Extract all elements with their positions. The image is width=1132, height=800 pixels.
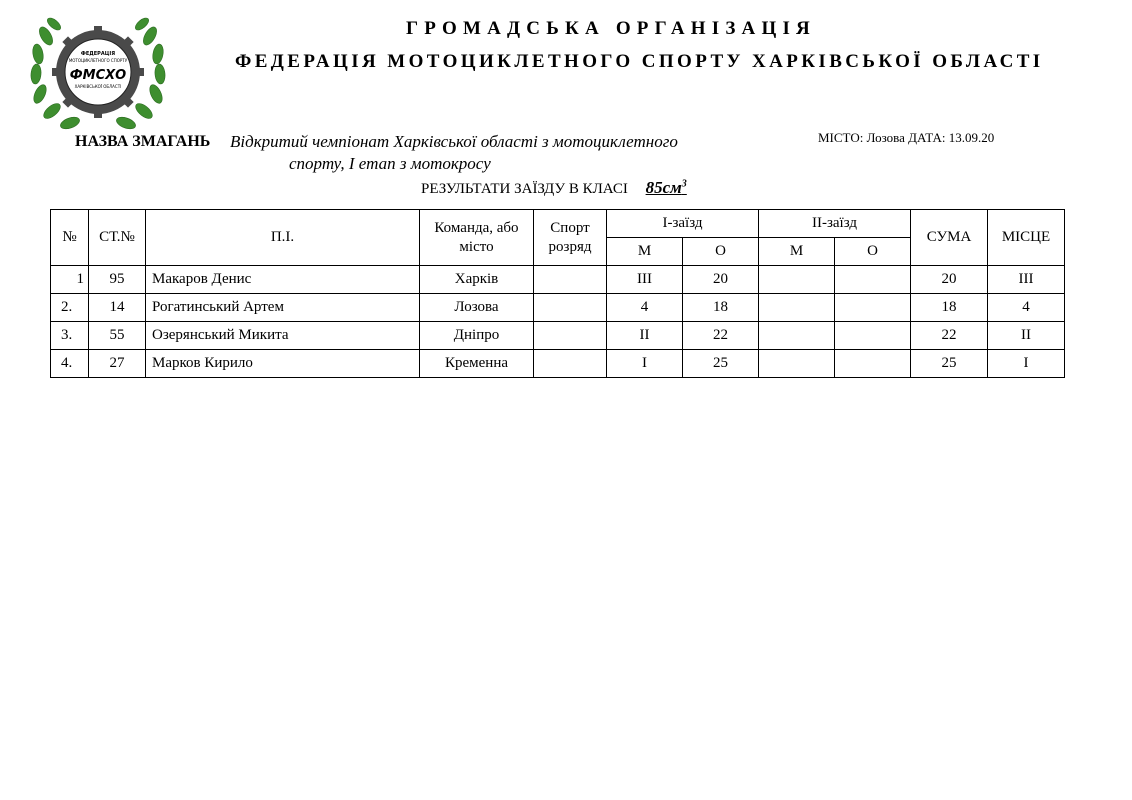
class-label: РЕЗУЛЬТАТИ ЗАЇЗДУ В КЛАСІ xyxy=(421,181,628,197)
cell-race-2-m xyxy=(759,294,835,322)
cell-name: Марков Кирило xyxy=(146,350,420,378)
org-title: ГРОМАДСЬКА ОРГАНІЗАЦІЯ xyxy=(406,18,816,39)
cell-no: 3. xyxy=(51,322,89,350)
results-table xyxy=(50,209,1065,378)
cell-place: I xyxy=(988,350,1065,378)
competition-name-line-2: спорту, І етап з мотокросу xyxy=(289,154,491,173)
cell-place: 4 xyxy=(988,294,1065,322)
header-rank: Спорт розряд xyxy=(534,210,607,266)
cell-no: 4. xyxy=(51,350,89,378)
cell-no: 2. xyxy=(51,294,89,322)
header-race-2: ІІ-заїзд xyxy=(759,210,911,238)
cell-race-1-m: III xyxy=(607,266,683,294)
cell-race-2-o xyxy=(835,266,911,294)
class-line xyxy=(421,178,687,198)
cell-start-no: 27 xyxy=(89,350,146,378)
svg-text:МОТОЦИКЛЕТНОГО СПОРТУ: МОТОЦИКЛЕТНОГО СПОРТУ xyxy=(68,58,128,63)
cell-race-2-m xyxy=(759,350,835,378)
city-date: МІСТО: Лозова ДАТА: 13.09.20 xyxy=(818,130,995,145)
federation-title: ФЕДЕРАЦІЯ МОТОЦИКЛЕТНОГО СПОРТУ ХАРКІВСЬКОЇ ОБЛАСТІ xyxy=(235,51,1044,72)
table-row xyxy=(51,350,1065,378)
svg-text:ФЕДЕРАЦІЯ: ФЕДЕРАЦІЯ xyxy=(80,51,116,57)
cell-place: III xyxy=(988,266,1065,294)
cell-rank xyxy=(534,350,607,378)
cell-name: Рогатинський Артем xyxy=(146,294,420,322)
cell-start-no: 55 xyxy=(89,322,146,350)
cell-race-1-o: 18 xyxy=(683,294,759,322)
cell-place: II xyxy=(988,322,1065,350)
cell-race-1-o: 25 xyxy=(683,350,759,378)
svg-text:ХАРКІВСЬКОЇ ОБЛАСТІ: ХАРКІВСЬКОЇ ОБЛАСТІ xyxy=(74,84,122,89)
cell-team: Дніпро xyxy=(420,322,534,350)
cell-race-2-m xyxy=(759,322,835,350)
federation-emblem-icon xyxy=(28,8,168,134)
cell-race-1-m: II xyxy=(607,322,683,350)
competition-label: НАЗВА ЗМАГАНЬ xyxy=(75,133,211,150)
cell-sum: 22 xyxy=(911,322,988,350)
cell-race-1-m: 4 xyxy=(607,294,683,322)
header-team: Команда, або місто xyxy=(420,210,534,266)
cell-team: Лозова xyxy=(420,294,534,322)
cell-name: Озерянський Микита xyxy=(146,322,420,350)
header-race-1-o: О xyxy=(683,238,759,266)
cell-no: 1 xyxy=(51,266,89,294)
cell-sum: 20 xyxy=(911,266,988,294)
svg-text:ФМСХО: ФМСХО xyxy=(69,68,127,83)
table-row xyxy=(51,294,1065,322)
competition-name-line-1: Відкритий чемпіонат Харківської області з мотоциклетного xyxy=(230,132,678,151)
cell-rank xyxy=(534,266,607,294)
cell-race-1-m: I xyxy=(607,350,683,378)
header-start-no: СТ.№ xyxy=(89,210,146,266)
cell-race-2-o xyxy=(835,322,911,350)
header-race-1: І-заїзд xyxy=(607,210,759,238)
cell-race-2-m xyxy=(759,266,835,294)
header-name: П.І. xyxy=(146,210,420,266)
cell-race-2-o xyxy=(835,294,911,322)
cell-team: Харків xyxy=(420,266,534,294)
header-race-2-o: О xyxy=(835,238,911,266)
table-row xyxy=(51,266,1065,294)
header-sum: СУМА xyxy=(911,210,988,266)
class-value: $85см^3$ xyxy=(645,178,687,197)
cell-start-no: 14 xyxy=(89,294,146,322)
cell-team: Кременна xyxy=(420,350,534,378)
header-no: № xyxy=(51,210,89,266)
cell-race-1-o: 22 xyxy=(683,322,759,350)
cell-start-no: 95 xyxy=(89,266,146,294)
cell-rank xyxy=(534,294,607,322)
table-row xyxy=(51,322,1065,350)
cell-rank xyxy=(534,322,607,350)
header-race-2-m: М xyxy=(759,238,835,266)
cell-race-2-o xyxy=(835,350,911,378)
header-place: МІСЦЕ xyxy=(988,210,1065,266)
cell-race-1-o: 20 xyxy=(683,266,759,294)
cell-sum: 25 xyxy=(911,350,988,378)
header-race-1-m: М xyxy=(607,238,683,266)
cell-sum: 18 xyxy=(911,294,988,322)
cell-name: Макаров Денис xyxy=(146,266,420,294)
